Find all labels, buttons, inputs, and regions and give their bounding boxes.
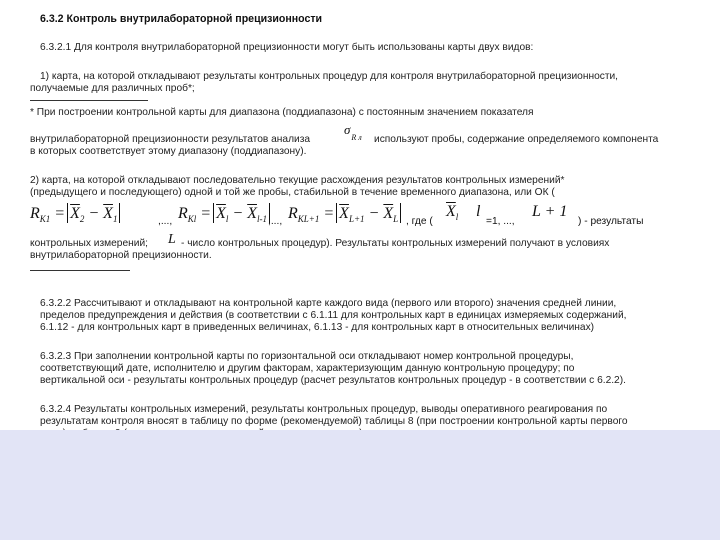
formula-tail: ) - результаты [578, 216, 644, 227]
footnote-separator [30, 100, 148, 101]
formula-r1: $R_{K1} = \overline{X}_2 - \overline{X}_1$ [30, 203, 122, 223]
section-heading: 6.3.2 Контроль внутрилабораторной прецизионности [40, 13, 323, 25]
formula-sep-1: ,..., [158, 216, 173, 227]
slide-bottom-band [0, 430, 720, 540]
formula-index-l: l [476, 203, 481, 220]
item-1-line-1: 1) карта, на которой откладывают результаты контрольных процедур для контроля внутрилабораторной прецизионности, [40, 71, 619, 82]
formula-where: , где ( [406, 216, 433, 227]
paragraph-6-3-2-3-line-1: 6.3.2.3 При заполнении контрольной карты по горизонтальной оси откладывают номер контрольной процедуры, [40, 351, 574, 362]
paragraph-6-3-2-2-line-2: пределов предупреждения и действия (в соответствии с 6.1.11 для контрольных карт в единицах измеряемых содержаний, [40, 310, 627, 321]
sigma-symbol: $\sigma_{R л}$ [344, 122, 362, 142]
item-1-line-2: получаемые для различных проб*; [30, 83, 195, 94]
item-2-line-2: (предыдущего и последующего) одной и той же пробы, стабильной в течение временного диапазона, или ОК ( [30, 187, 555, 198]
formula-range: =1, ..., [486, 216, 515, 227]
item-2-line-3b: - число контрольных процедур). Результаты контрольных измерений получают в условиях [181, 238, 610, 249]
item-2-line-4: внутрилабораторной прецизионности. [30, 250, 212, 261]
formula-r3: $R_{KL+1} = \overline{X}_{L+1} - \overline{X}_L$ [288, 203, 403, 223]
footnote-line-1: * При построении контрольной карты для диапазона (поддиапазона) с постоянным значением показателя [30, 107, 534, 118]
paragraph-6-3-2-2-line-3: 6.1.12 - для контрольных карт в приведенных величинах, 6.1.13 - для контрольных карт в относительных величинах) [40, 322, 595, 333]
formula-where-x: $\overline{X}_l$ [446, 203, 459, 222]
paragraph-6-3-2-1: 6.3.2.1 Для контроля внутрилабораторной прецизионности могут быть использованы карты двух видов: [40, 42, 534, 53]
footnote-line-3: в которых соответствует этому диапазону (поддиапазону). [30, 146, 307, 157]
footnote-separator-2 [30, 270, 130, 271]
paragraph-6-3-2-4-line-2: результатам контроля вносят в таблицу по форме (рекомендуемой) таблицы 8 (при построении контрольной карты первого [40, 416, 628, 427]
paragraph-6-3-2-4-line-1: 6.3.2.4 Результаты контрольных измерений, результаты контрольных процедур, выводы оперативного реагирования по [40, 404, 608, 415]
formula-sep-2: ,..., [268, 216, 283, 227]
item-2-line-1: 2) карта, на которой откладывают последовательно текущие расхождения результатов контрольных измерений* [30, 175, 565, 186]
paragraph-6-3-2-3-line-2: соответствующий дате, исполнителю и другим факторам, характеризующим данную контрольную процедуру; по [40, 363, 575, 374]
L-symbol: L [168, 232, 176, 247]
formula-r2: $R_{Kl} = \overline{X}_l - \overline{X}_{l-1}$ [178, 203, 272, 223]
footnote-line-2b: используют пробы, содержание определяемого компонента [374, 134, 659, 145]
item-2-line-3a: контрольных измерений; [30, 238, 148, 249]
footnote-line-2a: внутрилабораторной прецизионности результатов анализа [30, 134, 311, 145]
formula-range-end: L + 1 [532, 203, 568, 220]
paragraph-6-3-2-2-line-1: 6.3.2.2 Рассчитывают и откладывают на контрольной карте каждого вида (первого или второго) значения средней линии, [40, 298, 617, 309]
paragraph-6-3-2-3-line-3: вертикальной оси - результаты контрольных процедур (расчет результатов контрольных процедур - в соответствии с 6.2.2). [40, 375, 626, 386]
discrepancy-formula [30, 201, 644, 229]
